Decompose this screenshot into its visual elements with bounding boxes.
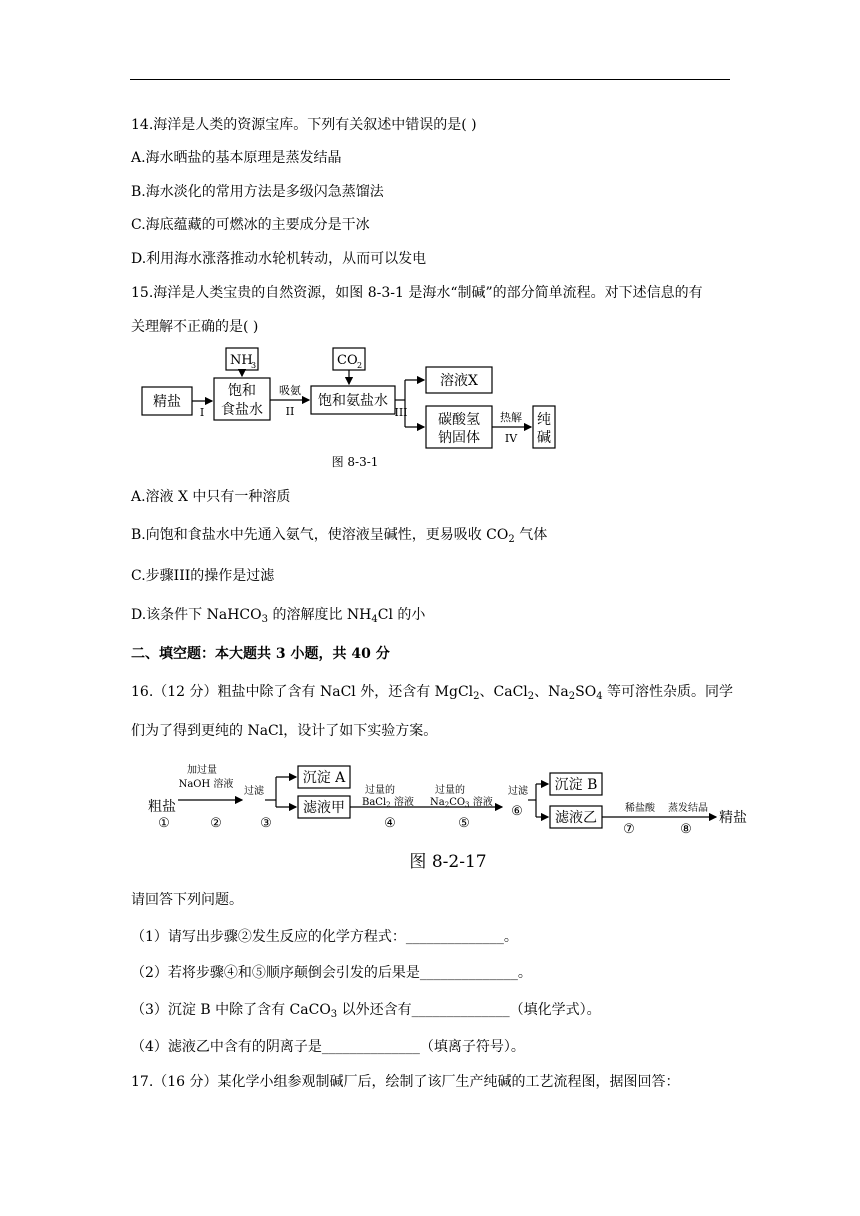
fig1-label-xian: 吸氨 xyxy=(279,384,301,397)
fig2-reagent3-a: 过量的 xyxy=(435,785,465,796)
q14-stem: 14.海洋是人类的资源宝库。下列有关叙述中错误的是( ) xyxy=(131,117,477,133)
fig1-caption: 图 8-3-1 xyxy=(331,455,379,469)
q15-stem-line2: 关理解不正确的是( ) xyxy=(131,319,259,335)
fig1-box-chunjian-2: 碱 xyxy=(537,430,551,446)
fig2-zhengfa: 蒸发结晶 xyxy=(668,803,708,814)
q14-option-b: B.海水淡化的常用方法是多级闪急蒸馏法 xyxy=(131,184,384,200)
q15-option-c: C.步骤III的操作是过滤 xyxy=(131,568,275,584)
fig1-box-chunjian-1: 纯 xyxy=(537,412,551,428)
fig2-n7: ⑦ xyxy=(623,822,635,837)
fig1-box-rongye: 溶液X xyxy=(440,373,478,389)
fig1-box-tansuan-1: 碳酸氢 xyxy=(438,412,480,428)
q15-option-d: D.该条件下 NaHCO$_3$ 的溶解度比 $NH_4Cl$ 的小 xyxy=(131,607,426,625)
section-2-title: 二、填空题：本大题共 3 小题，共 40 分 xyxy=(131,646,390,662)
q16-part-1: （1）请写出步骤②发生反应的化学方程式：______________。 xyxy=(131,929,518,945)
fig2-n6: ⑥ xyxy=(511,804,523,819)
fig2-n8: ⑧ xyxy=(680,822,692,837)
fig2-chendian-a: 沉淀 A xyxy=(302,770,346,786)
fig2-n4: ④ xyxy=(384,816,396,831)
fig2-n5: ⑤ xyxy=(458,816,470,831)
fig2-reagent3-b: $Na_2CO_3$ 溶液 xyxy=(430,797,493,809)
fig2-lvye-jia: 滤液甲 xyxy=(303,800,345,816)
fig1-box-jingyan: 精盐 xyxy=(153,394,181,410)
q14-option-c: C.海底蕴藏的可燃冰的主要成分是干冰 xyxy=(131,217,370,233)
fig2-reagent1-b: NaOH 溶液 xyxy=(178,779,234,790)
fig2-reagent2-a: 过量的 xyxy=(365,785,395,796)
q16-stem-line1: 16.（12 分）粗盐中除了含有 NaCl 外，还含有 MgCl$_2$、CaCl$_2$、$Na_2SO_4$ 等可溶性杂质。同学 xyxy=(131,684,734,702)
figure-8-3-1 xyxy=(130,340,570,476)
fig1-co2-sub: 2 xyxy=(357,361,363,370)
q16-part-2: （2）若将步骤④和⑤顺序颠倒会引发的后果是______________。 xyxy=(131,965,532,981)
q17-stem: 17.（16 分）某化学小组参观制碱厂后，绘制了该厂生产纯碱的工艺流程图，据图回答： xyxy=(131,1074,680,1090)
fig2-reagent1-a: 加过量 xyxy=(187,765,217,776)
q16-ask: 请回答下列问题。 xyxy=(131,892,243,908)
fig1-label-rejie: 热解 xyxy=(500,411,522,424)
q14-option-a: A.海水晒盐的基本原理是蒸发结晶 xyxy=(131,150,342,166)
fig2-n1: ① xyxy=(158,816,170,831)
fig1-step-3: III xyxy=(394,406,408,419)
header-rule xyxy=(130,79,730,80)
fig2-n3: ③ xyxy=(260,816,272,831)
fig2-reagent2-b: BaCl$_2$ 溶液 xyxy=(362,797,414,809)
q15-option-b: B.向饱和食盐水中先通入氨气，使溶液呈碱性，更易吸收 $CO_2$ 气体 xyxy=(131,527,548,545)
fig2-cuyan: 粗盐 xyxy=(148,799,176,815)
fig2-caption: 图 8-2-17 xyxy=(409,852,487,872)
fig2-guolv1: 过滤 xyxy=(244,786,264,797)
fig1-nh3-sub: 3 xyxy=(251,361,257,370)
fig1-co2: CO xyxy=(337,353,358,368)
fig1-nh3: NH xyxy=(230,353,253,368)
fig2-chendian-b: 沉淀 B xyxy=(554,777,598,793)
fig1-box-tansuan-2: 钠固体 xyxy=(438,430,480,446)
fig1-box-baohe-2: 食盐水 xyxy=(221,402,263,418)
q15-option-a: A.溶液 X 中只有一种溶质 xyxy=(131,489,291,505)
fig2-jingyan: 精盐 xyxy=(719,810,747,826)
figure-8-2-17 xyxy=(140,755,755,875)
q16-part-4: （4）滤液乙中含有的阴离子是______________（填离子符号）。 xyxy=(131,1039,525,1055)
q16-stem-line2: 们为了得到更纯的 NaCl，设计了如下实验方案。 xyxy=(131,723,438,739)
fig2-lvye-yi: 滤液乙 xyxy=(555,810,597,826)
fig1-step-2: II xyxy=(285,405,295,418)
q15-stem-line1: 15.海洋是人类宝贵的自然资源，如图 8-3-1 是海水“制碱”的部分简单流程。对下述信息的有 xyxy=(131,285,703,301)
fig2-n2: ② xyxy=(210,816,222,831)
fig1-box-anyan: 饱和氨盐水 xyxy=(318,393,388,409)
q14-option-d: D.利用海水涨落推动水轮机转动，从而可以发电 xyxy=(131,251,427,267)
fig1-step-1: I xyxy=(199,406,205,419)
fig2-xiyansuan: 稀盐酸 xyxy=(625,803,655,814)
fig2-guolv2: 过滤 xyxy=(508,786,528,797)
fig1-box-baohe-1: 饱和 xyxy=(228,383,256,399)
q16-part-3: （3）沉淀 B 中除了含有 CaCO$_3$ 以外还含有______________（填化学式）。 xyxy=(131,1002,601,1020)
fig1-step-4: IV xyxy=(504,432,518,445)
